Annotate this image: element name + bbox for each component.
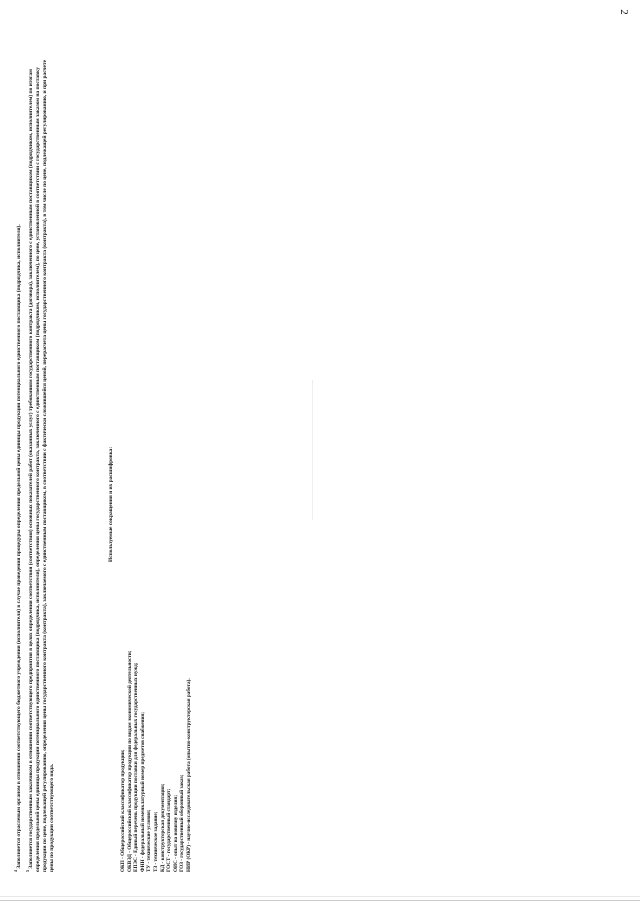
abbreviations-list [120, 650, 193, 872]
footnote-4 [12, 52, 23, 872]
footnotes [12, 52, 58, 872]
footnote-mark: 4 [13, 870, 18, 872]
abbreviation-item: ОКВЭД - Общероссийский классификатор продукции по видам экономической деятельности; [126, 650, 133, 872]
abbreviation-item: ТЗ - техническое задание; [152, 811, 159, 872]
abbreviation-item: ГОСТ - государственный стандарт; [166, 788, 173, 872]
abbreviation-item: ТУ - технические условия; [146, 809, 153, 872]
abbreviation-item: ЕПЭС - Единый перечень продукции поставки для федеральных государственных нужд; [133, 662, 140, 872]
abbreviation-item: КД - конструкторская документация; [159, 783, 166, 872]
rotated-page-content [0, 32, 620, 892]
footnote-mark: 5 [25, 870, 30, 872]
footnote-5 [24, 52, 57, 872]
abbreviation-item: ОКП - Общероссийский классификатор продукции; [120, 749, 126, 872]
abbreviations-heading: Используемые сокращения и их расшифровка: [108, 446, 114, 562]
scan-artifact-line [312, 380, 313, 520]
scan-edge-line [0, 900, 640, 901]
abbreviation-item: ФНН - федеральный номенклатурный номер предметов снабжения; [139, 711, 146, 872]
scan-edge-line [0, 896, 640, 897]
footnote-text: Заполняется государственным заказчиком в отношении соответствующего предприятия в целях определения соответствия (соответствия) основных показателей работ (оказанных услуг) требованиям государственного контракта (договора), заключенного с единственным поставщиком (подрядчиком, исполнителем) по итогам определения предельной цены единицы продукции потенциального единственного поставщика (подрядчика, исполнителя), определения цены государственного контракта, заключенного с единственным поставщиком (подрядчиком, исполнителем), по цене, установленной в соответствии с государственным заказом на поставку продукции по цене, подлежащей регулированию, определения цены государственного контракта (контракта), заключаемого с единственным поставщиком, в соответствии с фактически сложившейся ценой, перерасчета цены государственного контракта (контракта), в том числе по цене, подлежащей регулированию, и при расчете цены по продукции соответствующего вида. [27, 60, 56, 872]
abbreviation-item: НИР (ОКР) - научно-исследовательская работа (опытно-конструкторская работа). [185, 678, 192, 872]
footnote-text: Заполняется отраслевым органом в отношении соответствующего бюджетного учреждения (исполнителя) в случае проведения процедуры определения предельной цены единицы продукции потенциального единственного поставщика (подрядчика, исполнителя). [15, 224, 22, 869]
abbreviation-item: ОИС - опыт на новизну изделия; [172, 794, 179, 872]
abbreviation-item: ГОЗ - государственный оборонный заказ; [179, 774, 186, 872]
page-number: 2 [617, 9, 630, 15]
